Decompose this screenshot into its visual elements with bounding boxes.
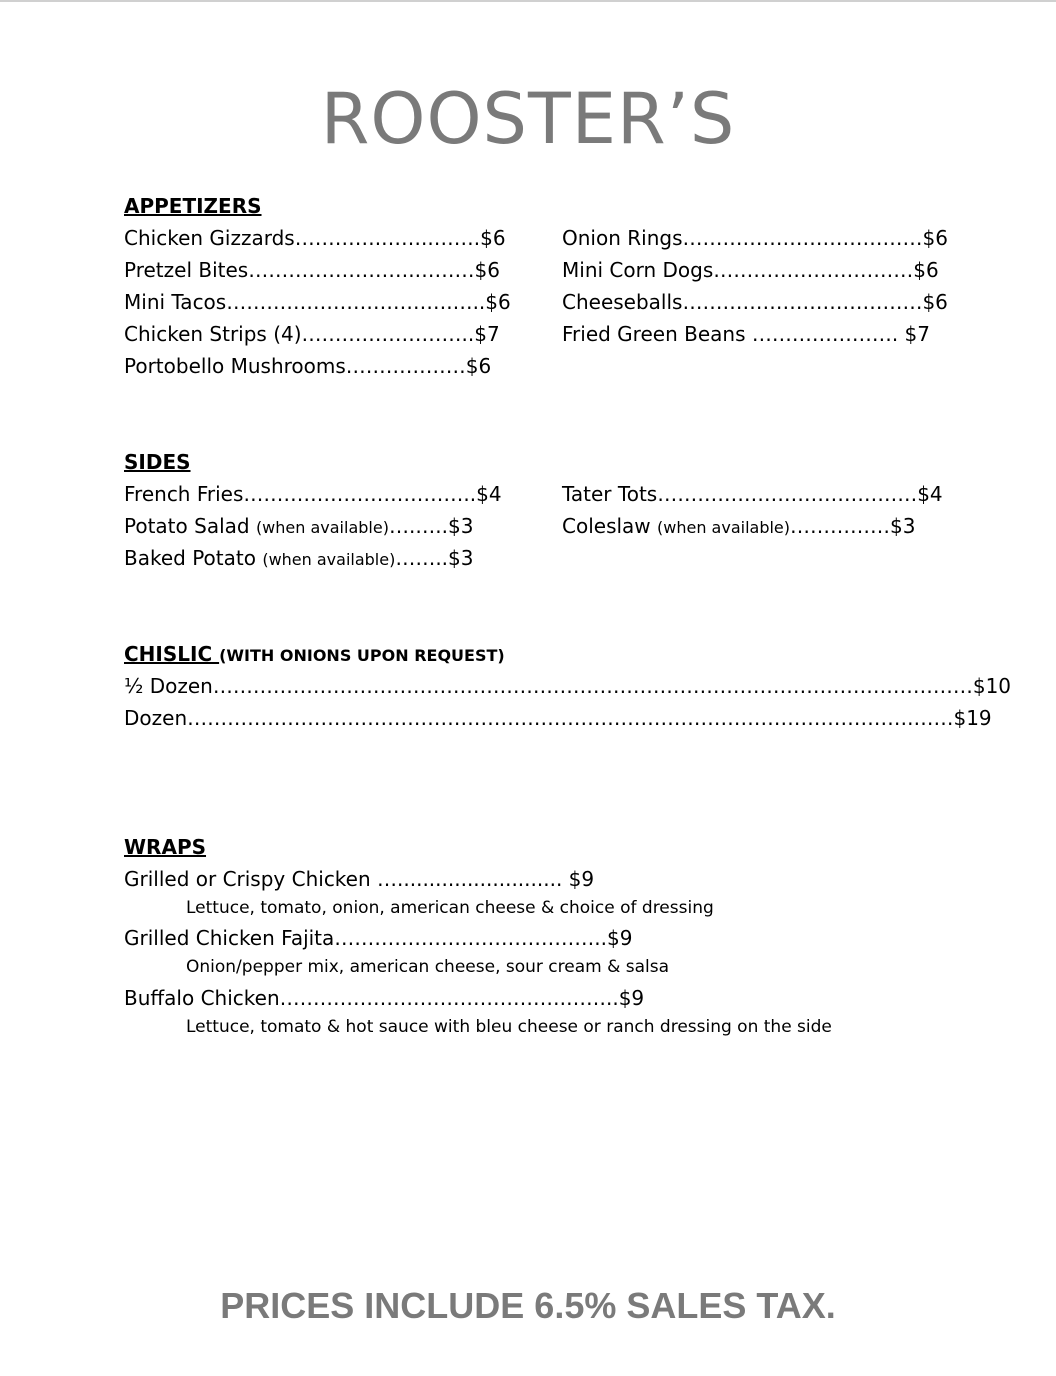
menu-item-chicken-gizzards: Chicken Gizzards………….……..…….$6 [124, 226, 506, 250]
item-description: Lettuce, tomato & hot sauce with bleu cheese or ranch dressing on the side [186, 1017, 832, 1037]
menu-item-onion-rings: Onion Rings………………………………$6 [562, 226, 948, 250]
menu-item-dozen: Dozen……………………………………………………………………………………………….……$19 [124, 706, 992, 730]
item-description: Lettuce, tomato, onion, american cheese & choice of dressing [186, 898, 714, 918]
appetizers-heading-text: APPETIZERS [124, 194, 262, 218]
item-price: ……………$3 [790, 514, 916, 538]
item-note: (when available) [262, 550, 396, 569]
item-name: French Fries……………………………..$4 [124, 482, 502, 506]
item-name: Tater Tots…………………………………$4 [562, 482, 943, 506]
menu-item-cheeseballs: Cheeseballs………………………………$6 [562, 290, 948, 314]
page-top-border [0, 0, 1056, 2]
menu-item-french-fries [124, 482, 502, 506]
restaurant-title: ROOSTER’S [320, 78, 736, 160]
sales-tax-notice: PRICES INCLUDE 6.5% SALES TAX. [220, 1285, 836, 1326]
menu-item-coleslaw [562, 514, 915, 540]
menu-item-pretzel-bites: Pretzel Bites…………………….………$6 [124, 258, 501, 282]
appetizers-heading [124, 194, 262, 218]
wraps-heading-text: WRAPS [124, 835, 207, 859]
item-note: (when available) [657, 518, 791, 537]
menu-item-portobello-mushrooms: Portobello Mushrooms………………$6 [124, 354, 492, 378]
item-name: Coleslaw [562, 514, 658, 538]
item-price: ……..$3 [395, 546, 474, 570]
menu-item-grilled-crispy-chicken-wrap: Grilled or Crispy Chicken ….......................... $9 [124, 867, 595, 891]
wraps-heading [124, 835, 206, 859]
sides-heading [124, 450, 191, 474]
menu-item-mini-corn-dogs: Mini Corn Dogs…………………………$6 [562, 258, 939, 282]
item-name: Baked Potato [124, 546, 263, 570]
item-note: (when available) [255, 518, 389, 537]
chislic-heading-note: (WITH ONIONS UPON REQUEST) [219, 646, 505, 665]
menu-item-buffalo-chicken-wrap: Buffalo Chicken…………………………………….……..$9 [124, 986, 645, 1010]
item-price: ….…..$3 [388, 514, 474, 538]
menu-item-chicken-strips: Chicken Strips (4)……………………..$7 [124, 322, 500, 346]
menu-item-tater-tots [562, 482, 943, 506]
item-name: Potato Salad [124, 514, 256, 538]
menu-item-mini-tacos: Mini Tacos…………………………….…..$6 [124, 290, 511, 314]
chislic-heading [124, 642, 505, 668]
chislic-heading-text: CHISLIC [124, 642, 220, 666]
menu-item-fried-green-beans: Fried Green Beans …………………. $7 [562, 322, 931, 346]
menu-item-half-dozen: ½ Dozen……………………………………………………………………………………………………$10 [124, 674, 1012, 698]
item-description: Onion/pepper mix, american cheese, sour cream & salsa [186, 957, 670, 977]
menu-item-potato-salad [124, 514, 473, 540]
menu-item-baked-potato [124, 546, 474, 572]
menu-item-grilled-chicken-fajita-wrap: Grilled Chicken Fajita…………………………………..$9 [124, 926, 633, 950]
sides-heading-text: SIDES [124, 450, 191, 474]
